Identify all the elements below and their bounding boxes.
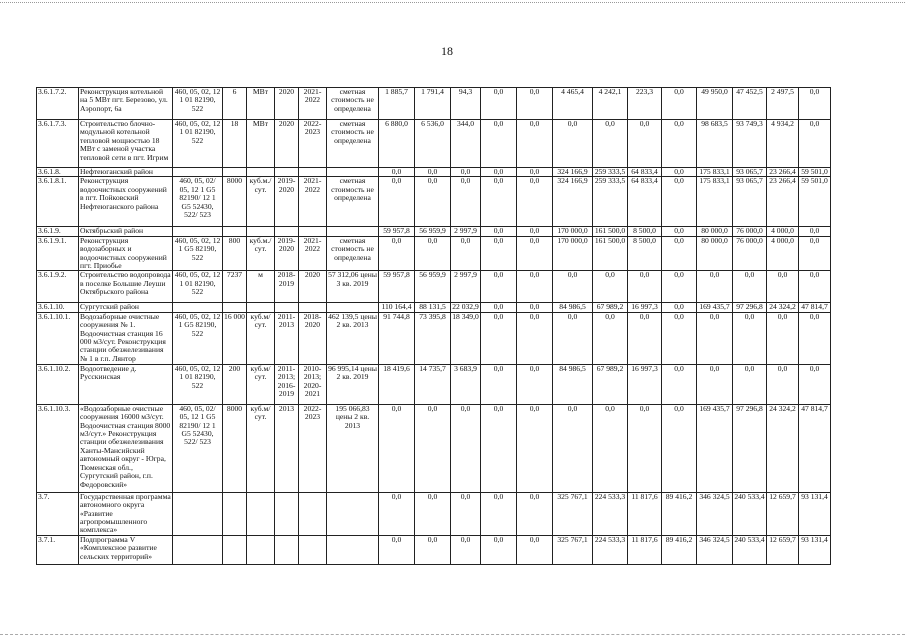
table-cell: 2018-2019 [275,271,299,303]
row-name-cell: Реконструкция водозаборных и водоочистных сооружений пгт. Приобье [79,236,173,271]
row-name-cell: Сургутский район [79,303,173,312]
table-cell: 59 501,0 [799,168,831,177]
table-cell: 175 833,1 [697,168,733,177]
table-cell: 2022-2023 [299,404,327,492]
table-cell: 0,0 [799,88,831,120]
table-cell: 84 986,5 [553,364,593,404]
table-cell: 0,0 [553,271,593,303]
table-cell: 0,0 [767,312,799,364]
table-cell: 0,0 [697,271,733,303]
row-code-cell: 3.6.1.9.2. [37,271,79,303]
row-code-cell: 3.6.1.10.2. [37,364,79,404]
table-cell: 259 333,5 [593,177,628,227]
row-code-cell: 3.6.1.8.1. [37,177,79,227]
table-cell: 47 814,7 [799,404,831,492]
row-code-cell: 3.6.1.8. [37,168,79,177]
table-cell: 346 324,5 [697,492,733,535]
table-cell: 0,0 [517,227,553,236]
table-cell: 80 000,0 [697,236,733,271]
table-cell: 2021-2022 [299,88,327,120]
table-cell: 324 166,9 [553,177,593,227]
table-cell: 16 997,3 [628,364,662,404]
table-cell: 59 501,0 [799,177,831,227]
row-code-cell: 3.6.1.10.3. [37,404,79,492]
table-cell [247,303,275,312]
table-cell: 0,0 [662,168,697,177]
table-cell: 64 833,4 [628,177,662,227]
table-cell: 8 500,0 [628,227,662,236]
table-cell: 0,0 [379,492,415,535]
table-cell: 0,0 [662,120,697,168]
table-cell: 0,0 [481,404,517,492]
table-cell: 67 989,2 [593,303,628,312]
table-cell: 800 [223,236,247,271]
table-cell: 0,0 [553,120,593,168]
table-cell: 80 000,0 [697,227,733,236]
table-cell: 0,0 [767,364,799,404]
table-cell: 4 000,0 [767,227,799,236]
page-number: 18 [441,44,453,58]
table-cell: 460, 05, 02, 12 1 G5 82190, 522 [173,236,223,271]
table-cell: 0,0 [593,120,628,168]
table-row [37,303,831,312]
table-cell: 460, 05, 02, 12 1 01 82190, 522 [173,120,223,168]
table-cell: 93 065,7 [733,168,767,177]
table-cell: 64 833,4 [628,168,662,177]
table-cell: 0,0 [662,364,697,404]
table-cell: 89 416,2 [662,535,697,564]
table-cell: 0,0 [517,492,553,535]
table-cell [247,535,275,564]
table-cell [299,227,327,236]
row-code-cell: 3.6.1.10.1. [37,312,79,364]
table-cell: 0,0 [379,177,415,227]
table-cell: 0,0 [517,120,553,168]
table-cell: 57 312,06 цены 3 кв. 2019 [327,271,379,303]
table-cell: 0,0 [697,364,733,404]
table-cell [223,492,247,535]
table-cell [299,492,327,535]
table-cell: 0,0 [481,535,517,564]
table-cell: 98 683,5 [697,120,733,168]
table-cell [327,492,379,535]
table-cell: 73 395,8 [415,312,451,364]
table-cell: 0,0 [517,168,553,177]
table-cell: 2019-2020 [275,177,299,227]
table-cell: 0,0 [799,364,831,404]
table-row [37,492,831,535]
table-cell: 2020 [299,271,327,303]
table-cell: 56 959,9 [415,227,451,236]
table-cell: 2010-2013; 2020-2021 [299,364,327,404]
table-cell: 2020 [275,88,299,120]
table-row [37,227,831,236]
table-cell: 24 324,2 [767,303,799,312]
table-cell: 0,0 [481,312,517,364]
table-cell [173,303,223,312]
row-code-cell: 3.6.1.10. [37,303,79,312]
table-cell: 2011-2013 [275,312,299,364]
table-cell: 89 416,2 [662,492,697,535]
table-cell: 93 749,3 [733,120,767,168]
table-cell [299,168,327,177]
table-row [37,177,831,227]
table-cell: 4 934,2 [767,120,799,168]
row-code-cell: 3.6.1.9. [37,227,79,236]
table-cell: 0,0 [767,271,799,303]
row-code-cell: 3.6.1.7.2. [37,88,79,120]
table-cell: 0,0 [662,177,697,227]
table-cell [247,492,275,535]
table-cell [173,535,223,564]
table-cell: 110 164,4 [379,303,415,312]
table-cell: 2020 [275,120,299,168]
row-name-cell: Октябрьский район [79,227,173,236]
table-cell: куб.м/ сут. [247,312,275,364]
table-cell: 91 744,8 [379,312,415,364]
table-cell: 224 533,3 [593,492,628,535]
table-cell: 11 817,6 [628,492,662,535]
table-cell: 11 817,6 [628,535,662,564]
table-cell: 0,0 [379,535,415,564]
table-cell [275,168,299,177]
table-cell: 0,0 [451,535,481,564]
table-cell: 170 000,0 [553,236,593,271]
table-row [37,168,831,177]
table-cell: 0,0 [415,492,451,535]
table-cell: 325 767,1 [553,492,593,535]
table-cell: 0,0 [799,120,831,168]
table-cell: 2 997,9 [451,227,481,236]
table-cell [223,535,247,564]
table-cell: 460, 05, 02/ 05, 12 1 G5 82190/ 12 1 G5 52430, 522/ 523 [173,404,223,492]
row-name-cell: Строительство блочно-модульной котельной тепловой мощностью 18 МВт с заменой участка тепловой сети в пгт. Игрим [79,120,173,168]
table-cell: 16 997,3 [628,303,662,312]
table-cell: 462 139,5 цены 2 кв. 2013 [327,312,379,364]
table-cell: 324 166,9 [553,168,593,177]
table-cell: 12 659,7 [767,492,799,535]
row-code-cell: 3.6.1.9.1. [37,236,79,271]
table-cell: 0,0 [517,312,553,364]
table-cell: 0,0 [799,227,831,236]
table-cell: 84 986,5 [553,303,593,312]
row-name-cell: Реконструкция водоочистных сооружений в пгт. Пойковский Нефтеюганского района [79,177,173,227]
table-cell: 0,0 [379,404,415,492]
table-cell: 195 066,83 цены 2 кв. 2013 [327,404,379,492]
table-cell: 169 435,7 [697,404,733,492]
table-cell: 0,0 [415,236,451,271]
table-cell: 240 533,4 [733,492,767,535]
table-cell: 1 791,4 [415,88,451,120]
table-cell: 460, 05, 02, 12 1 G5 82190, 522 [173,312,223,364]
table-cell: 0,0 [628,312,662,364]
table-cell: 76 000,0 [733,236,767,271]
row-name-cell: Государственная программа автономного округа «Развитие агропромышленного комплекса» [80,492,171,535]
table-cell: 0,0 [481,88,517,120]
table-cell: 2021-2022 [299,236,327,271]
table-cell: 12 659,7 [767,535,799,564]
table-cell: сметная стоимость не определена [327,236,379,271]
table-cell: 0,0 [593,312,628,364]
table-row [37,364,831,404]
table-cell [299,535,327,564]
table-cell: куб.м/ сут. [247,364,275,404]
table-cell: 2022-2023 [299,120,327,168]
table-cell: 224 533,3 [593,535,628,564]
row-name-cell: Водоотведение д. Русскинская [79,364,173,404]
table-cell: 0,0 [517,404,553,492]
table-cell: 0,0 [481,364,517,404]
table-cell: 2018-2020 [299,312,327,364]
table-cell: 2011-2013; 2016-2019 [275,364,299,404]
table-cell: 18 349,0 [451,312,481,364]
table-cell: 0,0 [799,271,831,303]
table-cell: 4 242,1 [593,88,628,120]
table-cell: 76 000,0 [733,227,767,236]
table-cell: 0,0 [662,227,697,236]
table-cell [275,227,299,236]
table-cell: 18 419,6 [379,364,415,404]
table-cell: 2013 [275,404,299,492]
table-row [37,120,831,168]
table-cell: 67 989,2 [593,364,628,404]
table-cell: 16 000 [223,312,247,364]
table-cell: МВт [247,88,275,120]
table-cell: 2021-2022 [299,177,327,227]
table-cell [173,227,223,236]
table-cell: 6 880,0 [379,120,415,168]
row-code-cell: 3.7.1. [37,535,79,564]
table-row [37,404,831,492]
table-row [37,535,831,564]
table-cell: 0,0 [517,236,553,271]
table-cell: 0,0 [553,404,593,492]
table-cell [327,227,379,236]
table-cell: 0,0 [481,492,517,535]
table-cell: 49 950,0 [697,88,733,120]
table-cell: 170 000,0 [553,227,593,236]
table-cell: сметная стоимость не определена [327,120,379,168]
table-cell [327,303,379,312]
table-cell [173,492,223,535]
table-cell [327,535,379,564]
table-cell: 2 997,9 [451,271,481,303]
row-name-cell: Строительство водопровода в поселке Большие Леуши Октябрьского района [79,271,173,303]
table-cell: 460, 05, 02, 12 1 01 82190, 522 [173,271,223,303]
table-cell: 0,0 [553,312,593,364]
table-cell: 0,0 [379,168,415,177]
table-cell: 0,0 [481,177,517,227]
table-cell [275,535,299,564]
table-cell: 88 131,5 [415,303,451,312]
row-code-cell: 3.6.1.7.3. [37,120,79,168]
scan-edge-bottom [0,634,905,636]
table-cell [223,303,247,312]
table-cell: 0,0 [481,236,517,271]
table-cell: куб.м./ сут. [247,236,275,271]
table-cell: сметная стоимость не определена [327,88,379,120]
table-cell: 0,0 [593,404,628,492]
table-row [37,271,831,303]
table-cell [275,492,299,535]
table-cell: 0,0 [628,120,662,168]
table-cell [275,303,299,312]
table-cell: 0,0 [593,271,628,303]
budget-table [36,87,831,565]
table-cell: 0,0 [481,303,517,312]
table-cell: 93 065,7 [733,177,767,227]
table-row [37,88,831,120]
table-cell [173,168,223,177]
table-cell: 59 957,8 [379,271,415,303]
table-cell: 2019-2020 [275,236,299,271]
table-cell: 175 833,1 [697,177,733,227]
table-cell: 4 465,4 [553,88,593,120]
table-row [37,312,831,364]
table-cell: 0,0 [415,404,451,492]
table-cell: 0,0 [662,236,697,271]
table-cell [327,168,379,177]
table-cell: 0,0 [451,177,481,227]
table-cell: 325 767,1 [553,535,593,564]
table-cell [223,227,247,236]
table-cell: 93 131,4 [799,535,831,564]
table-cell: 0,0 [662,312,697,364]
table-cell: 0,0 [481,120,517,168]
row-name-cell: Реконструкция котельной на 5 МВт пгт. Березово, ул. Аэропорт, 6а [79,88,173,120]
table-cell: 0,0 [662,303,697,312]
table-cell: 0,0 [517,303,553,312]
table-cell: 0,0 [451,404,481,492]
table-cell: 344,0 [451,120,481,168]
row-name-cell: «Водозаборные очистные сооружения 16000 м3/сут. Водоочистная станция 8000 м3/сут.» Реконструкция станции обезжелезивания Ханты-Мансийский автономный округ - Югра, Тюменская обл., Сургутский район, г.п. Федоровский» [79,404,173,492]
table-cell: 0,0 [517,88,553,120]
table-cell: 59 957,8 [379,227,415,236]
table-cell: 0,0 [799,312,831,364]
table-cell: 0,0 [733,312,767,364]
table-cell [223,168,247,177]
table-cell: 0,0 [799,236,831,271]
table-cell: м [247,271,275,303]
table-cell [247,227,275,236]
table-cell: 8000 [223,177,247,227]
table-cell: 346 324,5 [697,535,733,564]
table-cell: сметная стоимость не определена [327,177,379,227]
table-cell: 18 [223,120,247,168]
table-cell: 0,0 [517,177,553,227]
row-code-cell: 3.7. [37,492,79,535]
table-cell: 2 497,5 [767,88,799,120]
table-cell: 0,0 [481,227,517,236]
table-cell: 0,0 [662,88,697,120]
table-cell: 96 995,14 цены 2 кв. 2019 [327,364,379,404]
table-cell: 24 324,2 [767,404,799,492]
table-cell: 169 435,7 [697,303,733,312]
table-cell: 47 452,5 [733,88,767,120]
table-cell: 0,0 [628,271,662,303]
table-cell: 0,0 [517,535,553,564]
table-cell: 97 296,8 [733,303,767,312]
table-cell: 240 533,4 [733,535,767,564]
table-cell: 161 500,0 [593,236,628,271]
table-cell: 0,0 [628,404,662,492]
table-cell: 8000 [223,404,247,492]
table-cell: 23 266,4 [767,177,799,227]
table-cell: 0,0 [481,271,517,303]
table-cell: 223,3 [628,88,662,120]
scan-edge-top [0,2,905,4]
table-cell: 259 333,5 [593,168,628,177]
table-cell: 1 885,7 [379,88,415,120]
table-cell [247,168,275,177]
table-cell: 460, 05, 02, 12 1 01 82190, 522 [173,364,223,404]
table-cell: 4 000,0 [767,236,799,271]
table-cell: 0,0 [697,312,733,364]
row-name-cell: Водозаборные очистные сооружения № 1. Водоочистная станция 16 000 м3/сут. Реконструкция станции обезжелезивания № 1 в г.п. Лянтор [79,312,173,364]
table-cell: 0,0 [517,271,553,303]
table-cell: 6 536,0 [415,120,451,168]
table-cell: 0,0 [662,271,697,303]
row-name-cell: Нефтеюганский район [79,168,173,177]
table-cell: 0,0 [415,177,451,227]
table-cell: 0,0 [451,236,481,271]
table-cell: 161 500,0 [593,227,628,236]
table-cell: 7237 [223,271,247,303]
table-cell: 0,0 [733,271,767,303]
table-cell: 22 032,9 [452,302,479,312]
table-cell: 14 735,7 [415,364,451,404]
table-cell: 0,0 [662,404,697,492]
row-name-cell: Подпрограмма V «Комплексное развитие сельских территорий» [79,535,173,564]
table-cell: 0,0 [451,492,481,535]
table-cell [299,303,327,312]
table-cell: 0,0 [451,168,481,177]
table-cell: 0,0 [379,236,415,271]
table-cell: 56 959,9 [415,271,451,303]
table-cell: 0,0 [733,364,767,404]
table-cell: 23 266,4 [767,168,799,177]
table-cell: 47 814,7 [799,303,831,312]
table-cell: куб.м./ сут. [247,177,275,227]
table-cell: 97 296,8 [733,404,767,492]
table-cell: 0,0 [517,364,553,404]
table-cell: 8 500,0 [628,236,662,271]
table-cell: 200 [223,364,247,404]
table-cell: 93 131,4 [799,492,831,535]
table-cell: 3 683,9 [451,364,481,404]
table-cell: 94,3 [451,88,481,120]
table-cell: 0,0 [415,535,451,564]
table-cell: 0,0 [481,168,517,177]
table-row [37,236,831,271]
table-cell: 460, 05, 02/ 05, 12 1 G5 82190/ 12 1 G5 52430, 522/ 523 [173,177,223,227]
table-cell: куб.м/ сут. [247,404,275,492]
table-cell: МВт [247,120,275,168]
table-cell: 460, 05, 02, 12 1 01 82190, 522 [173,88,223,120]
table-cell: 6 [223,88,247,120]
table-cell: 0,0 [415,168,451,177]
